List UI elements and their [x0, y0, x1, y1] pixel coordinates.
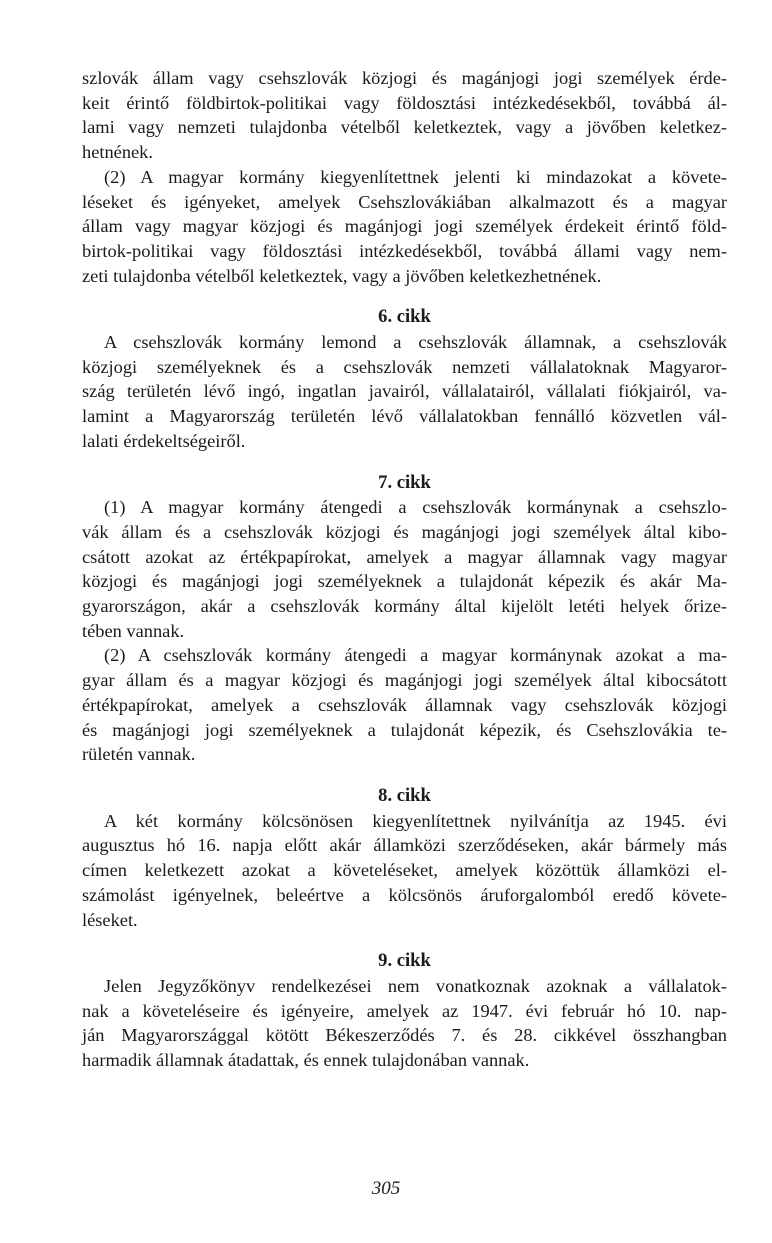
text-line: keit érintő földbirtok-politikai vagy földosztási intézkedésekből, továbbá ál-: [82, 92, 727, 113]
text-line: A két kormány kölcsönösen kiegyenlítettnek nyilvánítja az 1945. évi: [104, 810, 727, 831]
text-line: állam vagy magyar közjogi és magánjogi jogi személyek érdekeit érintő föld-: [82, 216, 727, 237]
document-body: [82, 66, 727, 1073]
paragraph: [82, 974, 727, 1073]
text-line: (2) A csehszlovák kormány átengedi a magyar kormánynak azokat a ma-: [104, 645, 727, 666]
article-heading: 6. cikk: [378, 306, 431, 328]
text-line: (1) A magyar kormány átengedi a csehszlovák kormánynak a csehszlo-: [104, 497, 727, 518]
article-heading: 7. cikk: [378, 471, 431, 493]
paragraph: [82, 66, 727, 165]
text-line: gyar állam és a magyar közjogi és magánjogi jogi személyek által kibocsátott: [82, 670, 727, 691]
text-line: A csehszlovák kormány lemond a csehszlovák államnak, a csehszlovák: [104, 332, 727, 353]
text-line: tében vannak.: [82, 620, 185, 641]
paragraph: [82, 809, 727, 933]
text-line: csátott azokat az értékpapírokat, amelyek a magyar államnak vagy magyar: [82, 546, 727, 567]
text-line: (2) A magyar kormány kiegyenlítettnek jelenti ki mindazokat a követe-: [104, 166, 727, 187]
text-line: számolást igényelnek, beleértve a kölcsönös áruforgalomból eredő követe-: [82, 884, 727, 905]
text-line: címen keletkezett azokat a követeléseket, amelyek közöttük államközi el-: [82, 860, 727, 881]
paragraph: [82, 165, 727, 289]
paragraph: [82, 643, 727, 767]
text-line: rületén vannak.: [82, 744, 196, 765]
text-line: ján Magyarországgal kötött Békeszerződés 7. és 28. cikkével összhangban: [82, 1025, 727, 1046]
text-line: szlovák állam vagy csehszlovák közjogi és magánjogi jogi személyek érde-: [82, 68, 727, 88]
text-line: lami vagy nemzeti tulajdonba vételből keletkeztek, vagy a jövőben keletkez-: [82, 117, 727, 138]
text-line: szág területén lévő ingó, ingatlan javairól, vállalatairól, vállalati fiókjairól, va-: [82, 381, 727, 402]
paragraph: [82, 330, 727, 454]
article-heading: 8. cikk: [378, 784, 431, 806]
text-line: közjogi és magánjogi jogi személyeknek a tulajdonát képezik és akár Ma-: [82, 571, 727, 592]
text-line: léseket.: [82, 909, 138, 930]
text-line: harmadik államnak átadattak, és ennek tulajdonában vannak.: [82, 1050, 530, 1071]
paragraph: [82, 495, 727, 643]
section-gap: [82, 767, 727, 784]
section-gap: [82, 932, 727, 949]
text-line: zeti tulajdonba vételből keletkeztek, vagy a jövőben keletkezhetnének.: [82, 265, 602, 286]
text-line: léseket és igényeket, amelyek Csehszlovákiában alkalmazott és a magyar: [82, 191, 727, 212]
text-line: augusztus hó 16. napja előtt akár államközi szerződéseken, akár bármely más: [82, 835, 727, 856]
page-number: 305: [371, 1178, 401, 1199]
text-line: és magánjogi jogi személyeknek a tulajdonát képezik, és Csehszlovákia te-: [82, 719, 727, 740]
text-line: gyarországon, akár a csehszlovák kormány által kijelölt letéti helyek őrize-: [82, 596, 727, 617]
text-line: birtok-politikai vagy földosztási intézkedésekből, továbbá állami vagy nem-: [82, 240, 727, 261]
text-line: hetnének.: [82, 142, 153, 163]
text-line: vák állam és a csehszlovák közjogi és magánjogi jogi személyek által kibo-: [82, 521, 727, 542]
text-line: értékpapírokat, amelyek a csehszlovák államnak vagy csehszlovák közjogi: [82, 694, 727, 715]
article-heading: 9. cikk: [378, 950, 431, 972]
text-line: közjogi személyeknek és a csehszlovák nemzeti vállalatoknak Magyaror-: [82, 356, 727, 377]
text-line: Jelen Jegyzőkönyv rendelkezései nem vonatkoznak azoknak a vállalatok-: [104, 975, 727, 996]
text-line: nak a követeléseire és igényeire, amelyek az 1947. évi február hó 10. nap-: [82, 1000, 727, 1021]
text-line: lalati érdekeltségeiről.: [82, 430, 246, 451]
section-gap: [82, 288, 727, 305]
section-gap: [82, 454, 727, 471]
text-line: lamint a Magyarország területén lévő vállalatokban fennálló közvetlen vál-: [82, 406, 727, 427]
